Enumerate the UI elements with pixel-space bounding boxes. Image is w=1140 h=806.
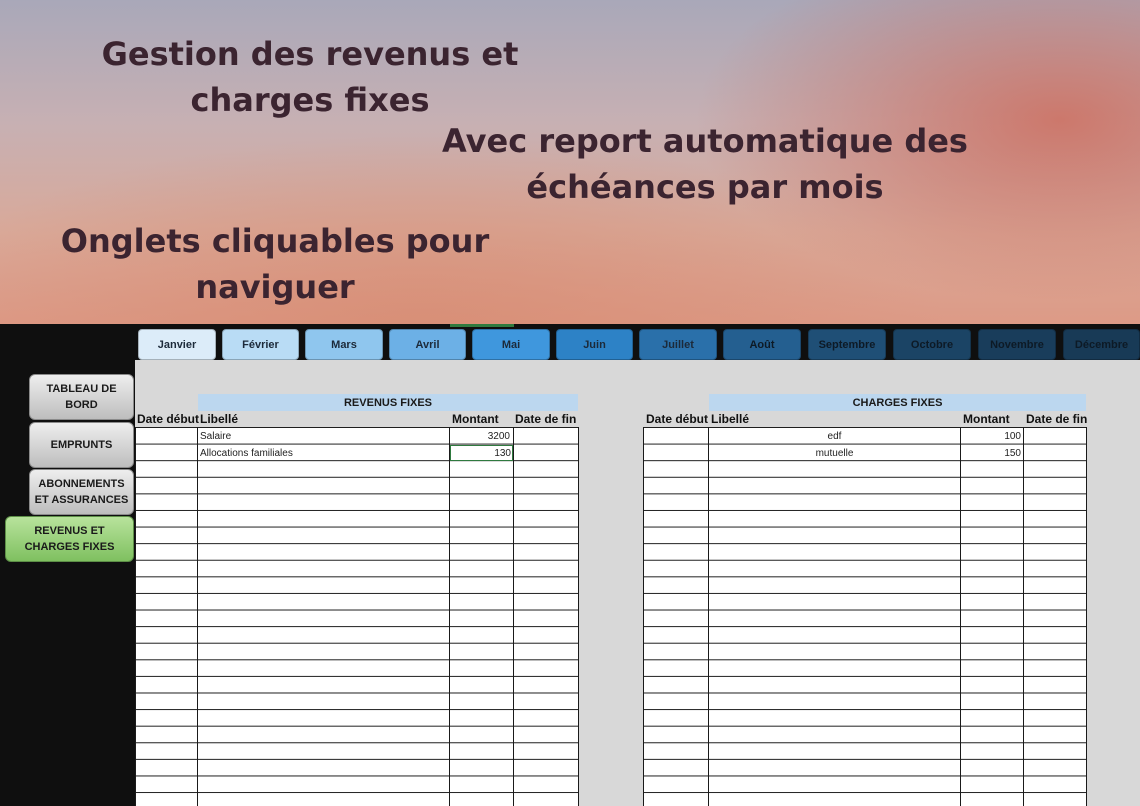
tab-juin[interactable]: Juin (556, 329, 633, 360)
grid-divider (449, 427, 450, 806)
banner-line: charges fixes (190, 81, 430, 119)
tab-aout[interactable]: Août (723, 329, 801, 360)
active-cell-indicator (450, 324, 514, 327)
col-montant: Montant (452, 412, 499, 426)
revenus-title: REVENUS FIXES (198, 394, 578, 411)
tab-novembre[interactable]: Novembre (978, 329, 1056, 360)
grid-divider (197, 427, 198, 806)
banner-line: Gestion des revenus et (101, 35, 519, 73)
charges-row-1-montant[interactable]: 100 (1004, 430, 1021, 442)
tab-mars[interactable]: Mars (305, 329, 383, 360)
grid-divider (513, 427, 514, 806)
tab-avril[interactable]: Avril (389, 329, 466, 360)
banner-line: Avec report automatique des (442, 122, 968, 160)
tab-octobre[interactable]: Octobre (893, 329, 971, 360)
tab-septembre[interactable]: Septembre (808, 329, 886, 360)
banner-line: échéances par mois (526, 168, 884, 206)
tab-decembre[interactable]: Décembre (1063, 329, 1140, 360)
col-libelle: Libellé (711, 412, 750, 426)
promo-banner (0, 0, 1140, 324)
col-date-fin: Date de fin (1026, 412, 1088, 426)
grid-divider (960, 427, 961, 806)
nav-emprunts[interactable]: EMPRUNTS (29, 422, 134, 468)
col-date-debut: Date début (137, 412, 200, 426)
charges-grid[interactable] (643, 427, 1087, 806)
col-montant: Montant (963, 412, 1010, 426)
banner-headline-2 (440, 118, 970, 210)
revenus-row-2-montant[interactable]: 130 (450, 445, 513, 461)
charges-title: CHARGES FIXES (709, 394, 1086, 411)
col-libelle: Libellé (200, 412, 239, 426)
nav-revenus-charges[interactable]: REVENUS ET CHARGES FIXES (5, 516, 134, 562)
tab-janvier[interactable]: Janvier (138, 329, 216, 360)
revenus-row-1-montant[interactable]: 3200 (487, 430, 510, 442)
banner-headline-3 (60, 218, 490, 310)
charges-row-2-montant[interactable]: 150 (1004, 447, 1021, 459)
grid-divider (1023, 427, 1024, 806)
col-date-fin: Date de fin (515, 412, 577, 426)
nav-abonnements[interactable]: ABONNEMENTS ET ASSURANCES (29, 469, 134, 515)
grid-divider (708, 427, 709, 806)
charges-row-1-libelle[interactable]: edf (827, 430, 842, 442)
tab-mai[interactable]: Mai (472, 329, 550, 360)
banner-line: Onglets cliquables pour (60, 222, 490, 260)
spreadsheet-area (0, 324, 1140, 806)
tab-fevrier[interactable]: Février (222, 329, 299, 360)
charges-row-2-libelle[interactable]: mutuelle (815, 447, 854, 459)
nav-tableau-de-bord[interactable]: TABLEAU DE BORD (29, 374, 134, 420)
banner-line: naviguer (195, 268, 355, 306)
revenus-row-1-libelle[interactable]: Salaire (200, 430, 232, 442)
banner-headline-1 (100, 31, 520, 123)
revenus-row-2-libelle[interactable]: Allocations familiales (200, 447, 293, 459)
col-date-debut: Date début (646, 412, 709, 426)
tab-juillet[interactable]: Juillet (639, 329, 717, 360)
